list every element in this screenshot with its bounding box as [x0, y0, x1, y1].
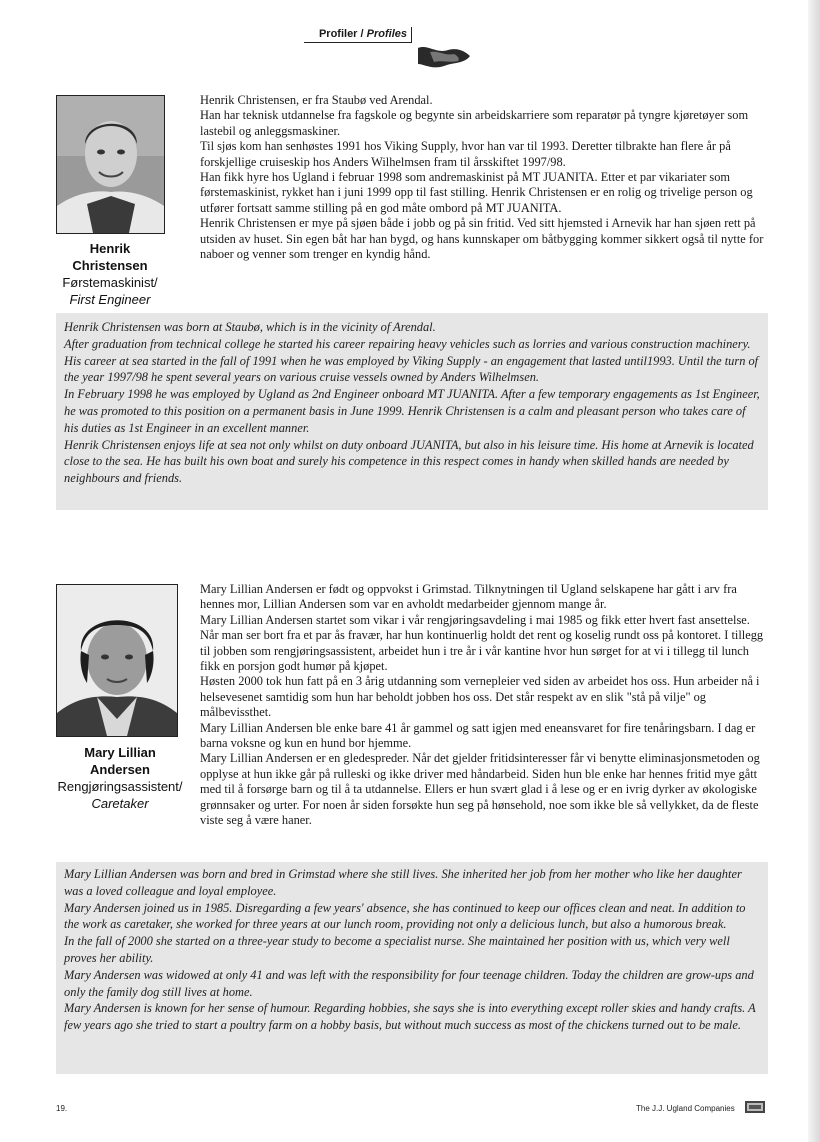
paragraph: Henrik Christensen er mye på sjøen både i jobb og på sin fritid. Ved sitt hjemsted i Arnevik har han sjøen rett på utsiden av huset. Sin egen båt har han bygd, og hans kunnskaper om båtbygging kommer sikkert også til nytte for naboer og venner som trenger en kyndig hånd.	[200, 216, 764, 262]
section-header	[304, 27, 412, 43]
profile-caption	[40, 744, 200, 812]
person-name-line1: Mary Lillian	[84, 745, 156, 760]
person-name-line2: Christensen	[72, 258, 148, 273]
portrait-mary-lillian-andersen	[56, 584, 178, 737]
paragraph: Mary Andersen was widowed at only 41 and was left with the responsibility for four teenage children. Today the children are grow-ups and only the family dog still lives at home.	[64, 967, 754, 999]
portrait-henrik-christensen	[56, 95, 165, 234]
paragraph: Høsten 2000 tok hun fatt på en 3 årig utdanning som vernepleier ved siden av arbeidet hos oss. Hun arbeider nå i helsevesenet samtidig som hun har beholdt jobben hos oss. Det står respekt av en slik "stå på vilje" og målbevissthet.	[200, 674, 760, 720]
paragraph: Mary Andersen is known for her sense of humour. Regarding hobbies, she says she is into everything except roller skies and handy crafts. A few years ago she tried to start a poultry farm on a hobby basis, but without much success as most of the chickens turned out to be male.	[64, 1001, 756, 1033]
portrait-photo	[57, 585, 177, 736]
paragraph: Han har teknisk utdannelse fra fagskole og begynte sin arbeidskarriere som reparatør på tyngre kjøretøyer som lastebil og anleggsmaskiner.	[200, 108, 749, 138]
profile-caption	[40, 240, 180, 308]
person-role-no: Rengjøringsassistent/	[57, 779, 183, 794]
person-role-en: Caretaker	[91, 796, 149, 811]
paragraph: Mary Lillian Andersen ble enke bare 41 år gammel og satt igjen med eneansvaret for fire tenåringsbarn. I dag er barna voksne og kun en hund bor hjemme.	[200, 720, 756, 751]
paragraph: Han fikk hyre hos Ugland i februar 1998 som andremaskinist på MT JUANITA. Etter et par vikariater som førstemaskinist, rykket han i juni 1999 opp til fast stilling. Henrik Christensen er en rolig og trivelige person og utfører fortsatt samme stilling på en god måte ombord på MT JUANITA.	[200, 170, 753, 215]
paragraph: Mary Lillian Andersen was born and bred in Grimstad where she still lives. She inherited her job from her mother who like her daughter was a loved colleague and loyal employee.	[64, 867, 742, 898]
paragraph: Mary Lillian Andersen er født og oppvokst i Grimstad. Tilknytningen til Ugland selskapene har gått i arv fra hennes mor, Lillian Andersen som var en avholdt medarbeider gjennom mange år.	[200, 582, 737, 612]
page-edge-shadow	[808, 0, 820, 1142]
paragraph: In February 1998 he was employed by Ugland as 2nd Engineer onboard MT JUANITA. After a few temporary engagements as 1st Engineer, he was promoted to this position on a permanent basis in June 1999. Henrik Christensen is a calm and pleasant person who takes care of his duties as 1st Engineer in an excellent manner.	[64, 387, 760, 435]
person-role-en: First Engineer	[69, 292, 151, 307]
paragraph: Henrik Christensen was born at Staubø, which is in the vicinity of Arendal.	[64, 320, 436, 334]
header-title-en: Profiles	[366, 28, 407, 40]
profile-text-norwegian	[200, 582, 768, 829]
profile-text-norwegian	[200, 93, 768, 262]
person-role-no: Førstemaskinist/	[62, 275, 158, 290]
flag-logo-icon	[414, 44, 472, 70]
paragraph: After graduation from technical college he started his career repairing heavy vehicles such as lorries and various construction machinery.	[64, 336, 751, 351]
profile-text-english	[56, 313, 768, 510]
header-title-no: Profiler	[318, 28, 358, 40]
company-flag-icon	[745, 1101, 765, 1113]
paragraph: His career at sea started in the fall of 1991 when he was employed by Viking Supply - an engagement that lasted until1993. Until the turn of the year 1997/98 he spent several years on various cruise vessels owned by Anders Wilhelmsen.	[64, 353, 759, 385]
paragraph: Mary Lillian Andersen startet som vikar i vår rengjøringsavdeling i mai 1985 og fikk etter hvert fast ansettelse. Når man ser bort fra et par ås fravær, har hun kontinuerlig holdt det rent og koselig rundt oss på kontoret. I tillegg til jobben som rengjøringsassistent, arbeidet hun i tre år i vår kantine hvor hun sørget for at vi i tillegg til lunch fikk en porsjon godt humør på kjøpet.	[200, 612, 764, 674]
header-separator: /	[357, 28, 367, 40]
paragraph: In the fall of 2000 she started on a three-year study to become a specialist nurse. She maintained her position with us, which very well proves her ability.	[64, 934, 730, 965]
profile-text-english	[56, 862, 768, 1074]
company-name: The J.J. Ugland Companies	[636, 1104, 735, 1113]
person-name-line2: Andersen	[90, 762, 150, 777]
paragraph: Henrik Christensen enjoys life at sea not only whilst on duty onboard JUANITA, but also in his leisure time. His home at Arnevik is located close to the sea. He has built his own boat and surely his competence in this respect comes in handy when skilled hands are needed by neighbours and friends.	[64, 437, 754, 486]
person-name-line1: Henrik	[89, 241, 131, 256]
portrait-photo	[57, 96, 164, 233]
paragraph: Henrik Christensen, er fra Staubø ved Arendal.	[200, 93, 433, 107]
paragraph: Mary Andersen joined us in 1985. Disregarding a few years' absence, she has continued to keep our offices clean and neat. In addition to the work as caretaker, she worked for three years at our lunch room, providing not only a delicious lunch, but also a humorous break.	[64, 900, 746, 932]
paragraph: Mary Lillian Andersen er en gledespreder. Når det gjelder fritidsinteresser får vi benytte eliminasjonsmetoden og opplyse at hun ikke går på rulleski og ikke driver med håndarbeid. Siden hun ble enke har hennes fritid mye gått med til å forsørge barn og til å ta utdannelse. Ellers er hun svært glad i å lese og er en ivrig dyrker av økologiske grønnsaker og urter. For noen år siden forsøkte hun seg på hønsehold, noe som ikke ble så vellykket, da de fleste viste seg å være haner.	[200, 751, 760, 828]
paragraph: Til sjøs kom han senhøstes 1991 hos Viking Supply, hvor han var til 1993. Deretter tilbrakte han flere år på forskjellige cruiseskip hos Anders Wilhelmsen fram til årsskiftet 1997/98.	[200, 139, 731, 169]
page-number: 19.	[56, 1104, 68, 1113]
